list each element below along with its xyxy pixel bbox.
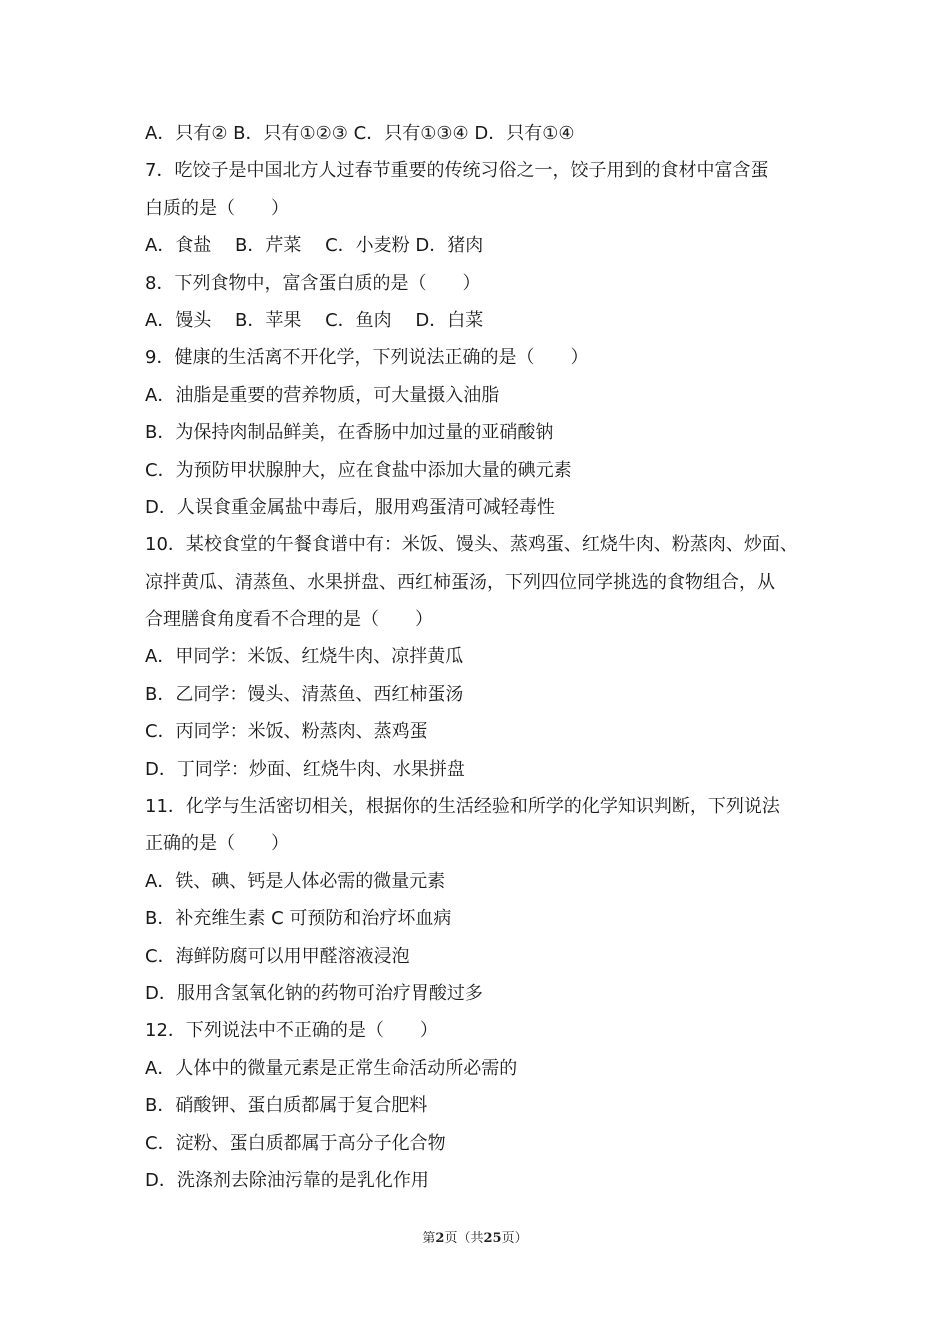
options-line: A．只有② B．只有①②③ C．只有①③④ D．只有①④ [145, 123, 575, 144]
question-10-option-c: C．丙同学：米饭、粉蒸肉、蒸鸡蛋 [145, 721, 428, 743]
footer-prefix: 第 [422, 1231, 436, 1246]
question-12-option-b: B．硝酸钾、蛋白质都属于复合肥料 [145, 1095, 428, 1117]
question-11-stem: 11．化学与生活密切相关，根据你的生活经验和所学的化学知识判断，下列说法 [145, 796, 780, 818]
question-11-option-d: D．服用含氢氧化钠的药物可治疗胃酸过多 [145, 982, 483, 1004]
question-12-option-c: C．淀粉、蛋白质都属于高分子化合物 [145, 1132, 446, 1154]
question-7-stem: 7．吃饺子是中国北方人过春节重要的传统习俗之一，饺子用到的食材中富含蛋 [145, 160, 769, 182]
question-10-option-b: B．乙同学：馒头、清蒸鱼、西红柿蛋汤 [145, 683, 464, 705]
question-11-option-c: C．海鲜防腐可以用甲醛溶液浸泡 [145, 945, 410, 967]
footer-suffix: 页） [501, 1231, 528, 1246]
page-footer [0, 1227, 950, 1246]
question-10-stem-cont: 凉拌黄瓜、清蒸鱼、水果拼盘、西红柿蛋汤，下列四位同学挑选的食物组合，从 [145, 571, 775, 593]
question-10-stem: 10．某校食堂的午餐食谱中有：米饭、馒头、蒸鸡蛋、红烧牛肉、粉蒸肉、炒面、 [145, 534, 798, 556]
question-7-stem-cont: 白质的是（ ） [145, 197, 289, 219]
footer-middle: 页（共 [444, 1231, 484, 1246]
question-9-stem: 9．健康的生活离不开化学，下列说法正确的是（ ） [145, 347, 589, 369]
question-9-option-c: C．为预防甲状腺肿大，应在食盐中添加大量的碘元素 [145, 459, 572, 481]
question-8-options: A．馒头 B．苹果 C．鱼肉 D．白菜 [145, 309, 484, 331]
question-12-stem: 12．下列说法中不正确的是（ ） [145, 1020, 438, 1042]
question-11-stem-cont: 正确的是（ ） [145, 833, 289, 855]
question-10-option-d: D．丁同学：炒面、红烧牛肉、水果拼盘 [145, 758, 465, 780]
question-8-stem: 8．下列食物中，富含蛋白质的是（ ） [145, 272, 481, 294]
question-9-option-d: D．人误食重金属盐中毒后，服用鸡蛋清可减轻毒性 [145, 496, 555, 518]
question-12-option-d: D．洗涤剂去除油污靠的是乳化作用 [145, 1169, 429, 1191]
question-7-options: A．食盐 B．芹菜 C．小麦粉 D．猪肉 [145, 235, 484, 257]
question-text-block [145, 115, 825, 1199]
question-11-option-a: A．铁、碘、钙是人体必需的微量元素 [145, 870, 446, 892]
footer-page-number: 2 [435, 1231, 445, 1246]
question-9-option-b: B．为保持肉制品鲜美，在香肠中加过量的亚硝酸钠 [145, 422, 554, 444]
question-10-stem-cont: 合理膳食角度看不合理的是（ ） [145, 609, 433, 631]
question-10-option-a: A．甲同学：米饭、红烧牛肉、凉拌黄瓜 [145, 646, 464, 668]
footer-total-pages: 25 [483, 1231, 502, 1246]
question-9-option-a: A．油脂是重要的营养物质，可大量摄入油脂 [145, 384, 500, 406]
question-11-option-b: B．补充维生素 C 可预防和治疗坏血病 [145, 908, 452, 930]
question-12-option-a: A．人体中的微量元素是正常生命活动所必需的 [145, 1057, 518, 1079]
